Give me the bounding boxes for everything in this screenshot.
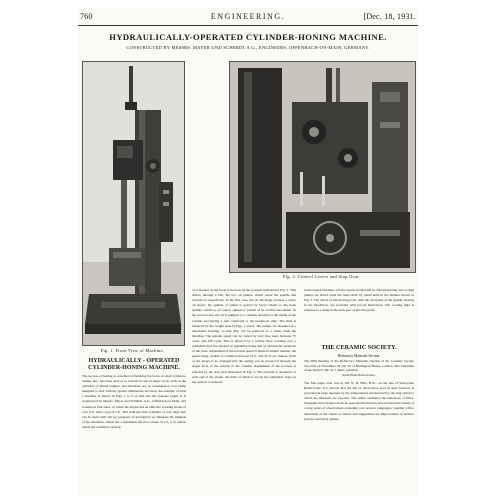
society-subtitle: Refractory Materials Section. — [337, 354, 381, 358]
article-subtitle: CONSTRUCTED BY MESSRS. MAYER UND SCHMIDT A.G., ENGINEERS, OFFENBACH-ON-MAIN, GERMANY. — [126, 45, 370, 50]
text-column-2: on a bracket on the back of the base in the position indicated in Fig. 3. This drives, through a belt, the two oil pumps, which rotate the spindle and traverse it, respectively. In the first case, the oil discharge actuates a rotary oil motor, the spindle of which is geared by bevel wheels to the hone spindle, which is, of course, splined to permit of its vertical movement. In the second case, the oil is pumped to a cylinder attached to the inside of the column and having a ram connected to the headstock slide. The slide is balanced by the weight seen in Figs. 1 and 4. The pumps are mounted in a detachable housing, so that they can be removed as a whole from the machine. The spindle speed can be varied by very fine steps between 75 r.p.m. and 250 r.p.m. This is effected by a control lever working over a graduated dial, the amount of regulation being that of altering the positions of the rotor. Adjustment of the traverse speed is made in similar manner, the speed being capable of variation between 10 ft. and 35 ft. per minute. Each of the levers is so arranged that the setting can be preserved through the single lever at the bottom of the column. Adjustment of the traverse is effected by the stop gear illustrated in Fig. 2. The reversal is automatic at each end of the stroke, the limit of which is set by the adjustable stops on the vertical rod shown. — [192, 288, 296, 384]
issue-date: [Dec. 18, 1931. — [363, 12, 416, 21]
text-column-1: The success of honing as a method of finishing the bores of small cylinders, bushes, &c., has been such as to warrant its use in larger work, such as the cylinders of Diesel engines, and machines are, in consequence, now being designed to deal with the greater dimensions involved. An example of such a machine is shown in Figs. 1 to 3 on this and the opposite pages. It is constructed by Messrs. Mayer und Schmidt, A.G., Offenbach-on-Main, and is made in four sizes, of which the largest has an effective working stroke of over 6 ft. with a gap of 2 ft. This indicates that cylinders of very large size can be dealt with, but for purposes of description we illustrate the smallest of the machines, which has a maximum effective stroke of 2 ft. 3 in. and in which the column is vertical. — [82, 374, 186, 429]
text-column-4: The first paper read was by Mr. N. H. Ellis, B.Sc., on the title of Steel-plant Refractories. It is known that the life of refractories used in steel furnaces is governed in large measure by the temperatures reached and by the slag attack to which the materials are exposed. The author examined the behaviour of silica, magnesite and chrome bricks in open-hearth furnaces and recorded the results of a long series of observations extending over several campaigns, together with a discussion of the causes of failure and suggestions for improvement of furnace practice and brick quality. — [304, 381, 414, 421]
text-column-3: in the largest machine, and the stones are then lift in. The lubricating and cooling pumps are driven from the main shaft by round belts in the manner shown in Fig. 3. The whole of the moving parts, with the exception of the spindle bearing in the headstock, are provided with forced lubrication. The cooling fluid is returned to a sump in the back part of the base plate. — [304, 288, 414, 313]
figure-2-caption: Fig. 2. Control Levers and Stop Gear. — [282, 274, 361, 279]
header-rule — [78, 25, 418, 26]
society-subheading: Steel-Plant Refractories. — [342, 373, 376, 377]
magazine-page — [78, 8, 418, 496]
control-levers-illustration — [230, 62, 415, 272]
figure-2-photo — [229, 61, 416, 273]
society-intro: The 28th meeting of the Refractory Materials Section of the Ceramic Society was held on November 18 and 19, at Burlington House, London. The Chairman of the Section, Mr. W. J. Rees, presided. — [304, 359, 414, 373]
section-heading: HYDRAULICALLY - OPERATED CYLINDER-HONING MACHINE. — [88, 358, 180, 371]
figure-1-photo — [82, 61, 185, 346]
page-number: 760 — [80, 12, 93, 21]
page-header — [78, 12, 418, 24]
publication-name: ENGINEERING. — [210, 12, 286, 21]
figure-1-caption: Fig. 1. Front View of Machine. — [100, 348, 165, 353]
machine-front-view-illustration — [83, 62, 184, 345]
society-title: THE CERAMIC SOCIETY. — [321, 344, 397, 351]
article-title: HYDRAULICALLY-OPERATED CYLINDER-HONING MACHINE. — [109, 32, 387, 42]
